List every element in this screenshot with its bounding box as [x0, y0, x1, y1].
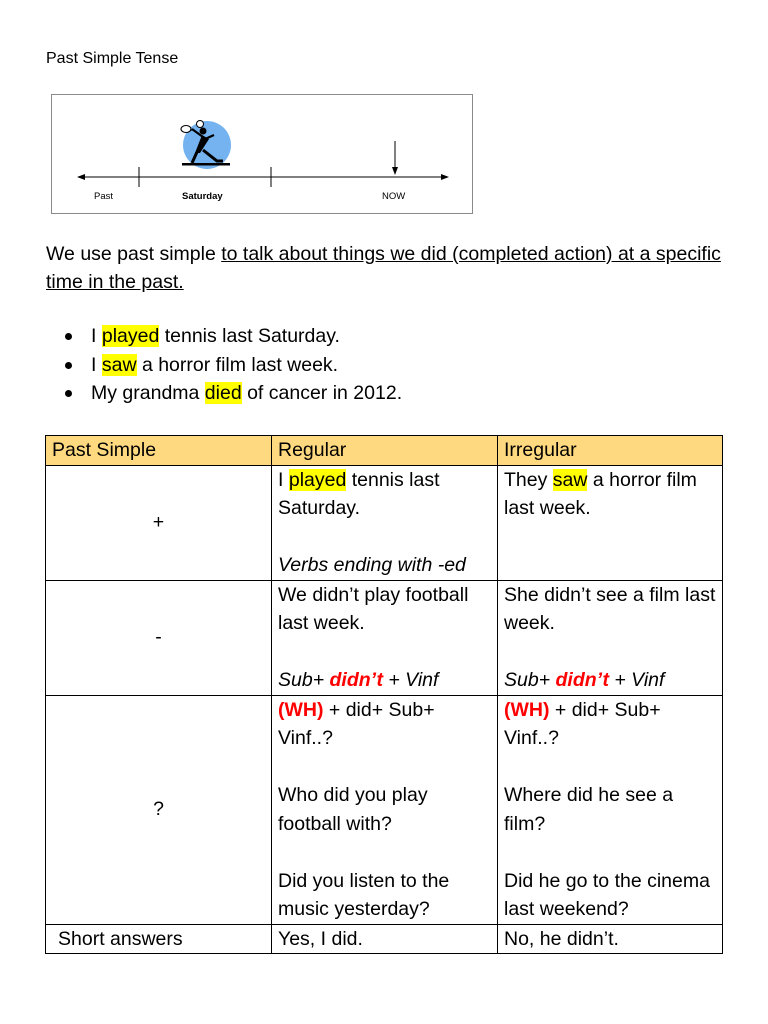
cell-text: They [504, 468, 553, 491]
table-row-positive [46, 465, 723, 580]
cell-question-regular [272, 695, 498, 924]
cell-text: Did he go to the cinema last weekend? [504, 869, 710, 920]
short-answer-regular: Yes, I did. [272, 924, 498, 954]
cell-text: Did you listen to the music yesterday? [278, 869, 450, 920]
example-list [46, 322, 402, 408]
table-row-short-answers [46, 924, 723, 954]
formula-wh: (WH) [504, 698, 550, 721]
cell-text: We didn’t play football last week. [278, 583, 469, 634]
example-item [46, 351, 402, 380]
cell-negative-regular [272, 580, 498, 695]
cell-question-irregular [498, 695, 723, 924]
formula-text: Sub+ [278, 669, 330, 691]
formula-aux: didn’t [329, 669, 383, 691]
cell-negative-irregular [498, 580, 723, 695]
grammar-table [45, 435, 723, 954]
example-text: My grandma [91, 382, 205, 404]
table-row-negative [46, 580, 723, 695]
cell-positive-irregular [498, 465, 723, 580]
timeline-figure [51, 94, 473, 214]
cell-text: a horror film last week. [504, 468, 697, 519]
sign-negative: - [46, 580, 272, 695]
example-item [46, 322, 402, 351]
table-row-question [46, 695, 723, 924]
header-regular: Regular [272, 436, 498, 466]
sign-question: ? [46, 695, 272, 924]
cell-text: tennis last Saturday. [278, 468, 440, 519]
cell-positive-regular [272, 465, 498, 580]
header-irregular: Irregular [498, 436, 723, 466]
example-text: a horror film last week. [136, 353, 339, 376]
cell-verb: played [288, 468, 347, 491]
example-verb: played [101, 325, 160, 347]
cell-text: I [278, 468, 289, 491]
formula-text: + Vinf [382, 669, 439, 691]
header-past-simple: Past Simple [46, 436, 272, 466]
timeline-label-saturday: Saturday [182, 191, 223, 202]
cell-text: She didn’t see a film last week. [504, 583, 716, 634]
formula-aux: didn’t [555, 669, 609, 691]
page-title: Past Simple Tense [46, 50, 179, 67]
sign-positive: + [46, 465, 272, 580]
formula-text: + did+ Sub+ Vinf..? [504, 698, 661, 749]
cell-note: Verbs ending with -ed [278, 554, 466, 576]
example-text: I [91, 353, 102, 376]
example-item [46, 379, 402, 408]
example-verb: saw [101, 353, 137, 376]
timeline-label-past: Past [94, 191, 114, 202]
formula-text: Sub+ [504, 669, 556, 691]
example-verb: died [204, 382, 242, 404]
short-answers-label: Short answers [46, 924, 272, 954]
cell-verb: saw [552, 468, 588, 491]
timeline-label-now: NOW [382, 191, 406, 202]
formula-wh: (WH) [278, 698, 324, 721]
short-answer-irregular: No, he didn’t. [498, 924, 723, 954]
formula-text: + Vinf [608, 669, 665, 691]
example-text: I [91, 325, 102, 347]
intro-paragraph [46, 240, 726, 296]
timeline-svg [52, 95, 472, 213]
intro-lead: We use past simple [46, 243, 222, 265]
example-text: tennis last Saturday. [159, 325, 340, 347]
example-text: of cancer in 2012. [241, 382, 403, 404]
table-header-row [46, 436, 723, 466]
formula-text: + did+ Sub+ Vinf..? [278, 698, 435, 749]
cell-text: Where did he see a film? [504, 784, 674, 835]
intro-definition: to talk about things we did (completed action) at a specific time in the past. [46, 243, 721, 293]
cell-text: Who did you play football with? [278, 784, 428, 835]
